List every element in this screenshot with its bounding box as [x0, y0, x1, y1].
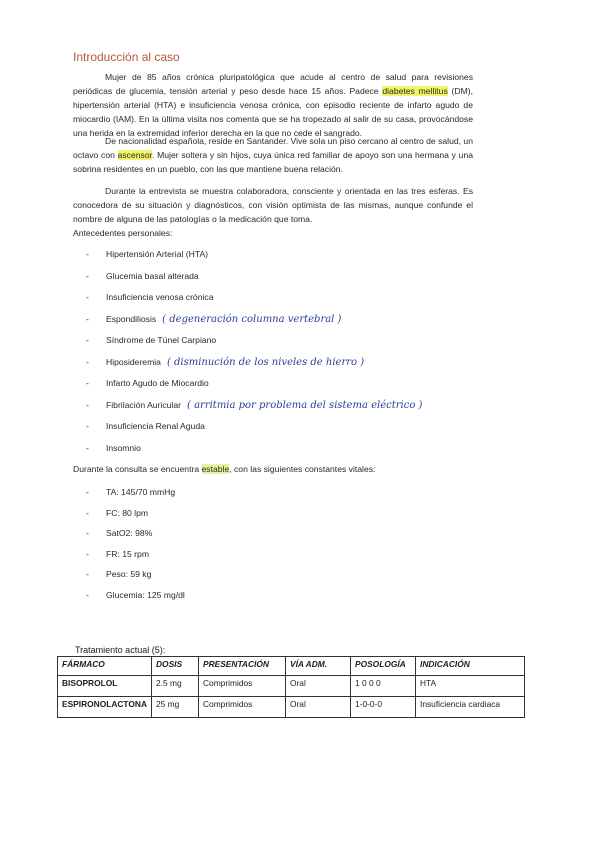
vital-item: - TA: 145/70 mmHg — [86, 487, 176, 497]
antecedentes-label: Antecedentes personales: — [73, 228, 173, 238]
paragraph-text: . Mujer soltera y sin hijos, cuya única red familiar de apoyo son una hermana y una sobrina residentes en un pueblo, con las que mantiene buena relación. — [73, 150, 474, 174]
list-item: - Hiposideremia ( disminución de los niveles de hierro ) — [86, 356, 365, 368]
table-cell: Oral — [286, 697, 351, 718]
column-header: FÁRMACO — [58, 657, 152, 676]
vital-item: - FR: 15 rpm — [86, 548, 149, 559]
column-header: POSOLOGÍA — [351, 657, 416, 676]
vital-item: - FC: 80 lpm — [86, 507, 149, 518]
list-item: - Insuficiencia Renal Aguda — [86, 421, 205, 431]
table-cell: BISOPROLOL — [58, 676, 152, 697]
vitals-list — [86, 487, 185, 610]
treatment-title: Tratamiento actual (5): — [75, 645, 166, 655]
table-cell: 1 0 0 0 — [351, 676, 416, 697]
column-header: VÍA ADM. — [286, 657, 351, 676]
column-header: INDICACIÓN — [416, 657, 525, 676]
handwritten-note: ( arritmia por problema del sistema eléctrico ) — [187, 399, 423, 411]
column-header: DOSIS — [152, 657, 199, 676]
treatment-table — [57, 656, 525, 718]
section-title: Introducción al caso — [73, 50, 180, 64]
paragraph-text: Mujer de 85 años crónica pluripatológica que acude al centro de salud para revisiones periódicas de glucemia, tensión arterial y peso desde hace 15 años. Padece — [73, 72, 473, 96]
table-cell: ESPIRONOLACTONA — [58, 697, 152, 718]
table-cell: 2.5 mg — [152, 676, 199, 697]
paragraph-intro — [73, 70, 473, 140]
list-item: - Glucemia basal alterada — [86, 270, 199, 281]
antecedentes-list — [86, 249, 422, 464]
list-item: - Insuficiencia venosa crónica — [86, 292, 214, 302]
list-item: - Infarto Agudo de Miocardio — [86, 378, 209, 388]
consulta-intro: Durante la consulta se encuentra estable, con las siguientes constantes vitales: — [73, 464, 376, 474]
highlighted-text: estable — [201, 464, 230, 474]
table-cell: 25 mg — [152, 697, 199, 718]
table-header-row — [58, 657, 525, 676]
list-item: - Hipertensión Arterial (HTA) — [86, 249, 209, 259]
list-item: - Fibrilación Auricular ( arritmia por problema del sistema eléctrico ) — [86, 399, 423, 411]
list-item: - Espondiliosis ( degeneración columna vertebral ) — [86, 313, 342, 325]
vital-item: - Glucemia: 125 mg/dl — [86, 589, 185, 600]
vital-item: - Peso: 59 kg — [86, 569, 152, 579]
paragraph-text: (DM), hipertensión arterial (HTA) e insuficiencia venosa crónica, con episodio reciente de infarto agudo de miocardio (IAM). En la última visita nos comenta que se ha tropezado al salir de su casa, provocándose una herida en la extremidad inferior derecha en la que no cede el sangrado. — [73, 86, 473, 138]
table-cell: Insuficiencia cardiaca — [416, 697, 525, 718]
paragraph-text: De nacionalidad española, reside en Santander. Vive sola un piso cercano al centro de salud, un octavo con — [73, 136, 473, 160]
table-row — [58, 676, 525, 697]
list-item: - Insomnio — [86, 442, 141, 453]
column-header: PRESENTACIÓN — [199, 657, 286, 676]
highlighted-text: ascensor — [117, 150, 153, 160]
vital-item: - SatO2: 98% — [86, 528, 153, 538]
paragraph-social — [73, 134, 473, 176]
highlighted-text: diabetes mellitus — [382, 86, 448, 96]
table-cell: Comprimidos — [199, 676, 286, 697]
list-item: - Síndrome de Túnel Carpiano — [86, 335, 217, 345]
handwritten-note: ( disminución de los niveles de hierro ) — [166, 356, 365, 368]
table-cell: Oral — [286, 676, 351, 697]
table-cell: 1-0-0-0 — [351, 697, 416, 718]
paragraph-interview: Durante la entrevista se muestra colaboradora, consciente y orientada en las tres esferas. Es conocedora de su situación y diagnósticos, con visión optimista de las mismas, aunque confunde el nombre de alguna de las patologías o la medicación que toma. — [73, 186, 473, 224]
table-cell: Comprimidos — [199, 697, 286, 718]
handwritten-note: ( degeneración columna vertebral ) — [162, 313, 342, 325]
table-row — [58, 697, 525, 718]
table-cell: HTA — [416, 676, 525, 697]
